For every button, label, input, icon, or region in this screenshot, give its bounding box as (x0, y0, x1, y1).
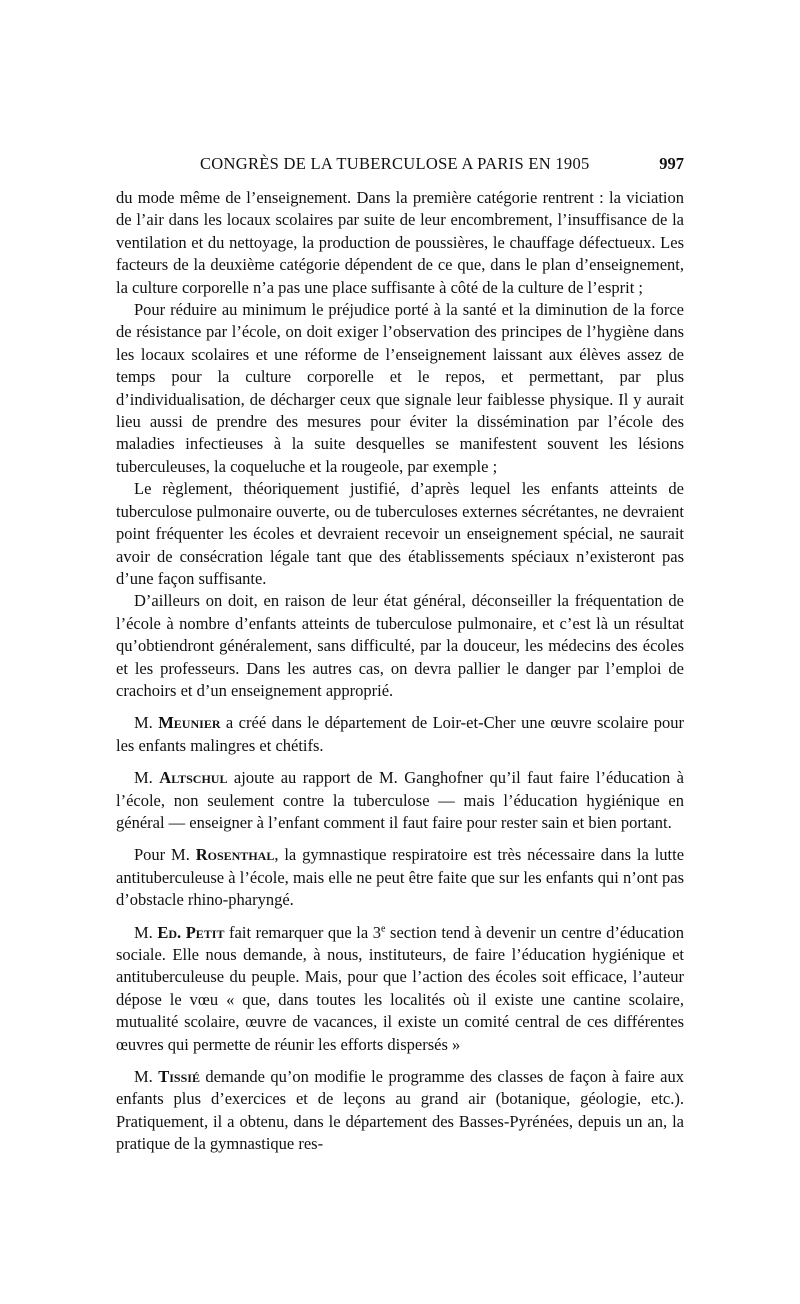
paragraph-text: section tend à devenir un centre d’éducation sociale. Elle nous demande, à nous, instituteurs, de faire l’éducation hygiénique et antituberculeuse du peuple. Mais, pour que l’action des écoles soit efficace, l’auteur dépose le vœu « que, dans toutes les localités où il existe une cantine scolaire, mutualité scolaire, œuvre de vacances, il existe un comité central de ces différentes œuvres qui permette de réunir les efforts dispersés » (116, 922, 685, 1054)
speaker-prefix: M. (134, 713, 153, 733)
speaker-name: Ed. Petit (157, 922, 225, 942)
speaker-name: Meunier (158, 713, 221, 733)
speaker-name: Altschul (159, 768, 228, 788)
paragraph-1: du mode même de l’enseignement. Dans la première catégorie rentrent : la viciation de l’air dans les locaux scolaires par suite de leur encombrement, l’insuffisance de la ventilation et du nettoyage, la production de poussières, le chauffage défectueux. Les facteurs de la deuxième catégorie dépendent de ce que, dans le plan d’enseignement, la culture corporelle n’a pas une place suffisante à côté de la culture de l’esprit ; (116, 188, 684, 297)
speaker-prefix: M. (134, 768, 153, 788)
paragraph-text: fait remarquer que la 3 (224, 922, 382, 942)
page-number: 997 (659, 154, 684, 173)
paragraph-text: a créé dans le département de Loir-et-Cher une œuvre scolaire pour les enfants malingres et chétifs. (116, 713, 684, 755)
paragraph-3: Le règlement, théoriquement justifié, d’après lequel les enfants atteints de tuberculose pulmonaire ouverte, ou de tuberculoses externes sécrétantes, ne devraient point fréquenter les écoles et devraient recevoir un enseignement spécial, ne saurait avoir de consécration légale tant que des établissements spéciaux n’existeront pas d’une façon suffisante. (116, 479, 684, 588)
paragraph-tissie (116, 1066, 684, 1156)
paragraph-text: demande qu’on modifie le programme des classes de façon à faire aux enfants plus d’exercices et de leçons au grand air (botanique, géologie, etc.). Pratiquement, il a obtenu, dans le département des Basses-Pyrénées, depuis un an, la pratique de la gymnastique res- (116, 1067, 685, 1154)
running-title: CONGRÈS DE LA TUBERCULOSE A PARIS EN 1905 (200, 154, 590, 173)
paragraph-4: D’ailleurs on doit, en raison de leur état général, déconseiller la fréquentation de l’école à nombre d’enfants atteints de tuberculose pulmonaire, et c’est là un résultat qu’obtiendront généralement, sans difficulté, par la douceur, les médecins des écoles et les professeurs. Dans les autres cas, on devra pallier le danger par l’emploi de crachoirs et d’un enseignement approprié. (116, 591, 684, 700)
page-body (116, 187, 684, 1156)
paragraph-text: ajoute au rapport de M. Ganghofner qu’il faut faire l’éducation à l’école, non seulement contre la tuberculose — mais l’éducation hygiénique en général — enseigner à l’enfant comment il faut faire pour rester sain et bien portant. (116, 768, 684, 832)
speaker-prefix: Pour M. (134, 845, 190, 865)
ordinal-superscript: e (381, 923, 386, 935)
speaker-prefix: M. (134, 922, 153, 942)
paragraph-text: , la gymnastique respiratoire est très nécessaire dans la lutte antituberculeuse à l’école, mais elle ne peut être faite que sur les enfants qui n’ont pas d’obstacle rhino-pharyngé. (116, 845, 685, 910)
speaker-name: Tissié (158, 1067, 200, 1087)
paragraph-altschul (116, 767, 684, 834)
speaker-name: Rosenthal (195, 845, 275, 865)
paragraph-petit (116, 922, 684, 1056)
paragraph-meunier (116, 712, 684, 757)
paragraph-rosenthal (116, 844, 684, 911)
running-header (116, 154, 684, 180)
speaker-prefix: M. (134, 1067, 153, 1087)
paragraph-2: Pour réduire au minimum le préjudice porté à la santé et la diminution de la force de résistance par l’école, on doit exiger l’observation des principes de l’hygiène dans les locaux scolaires et une réforme de l’enseignement laissant aux élèves assez de temps pour la culture corporelle et le repos, et permettant, par plus d’individualisation, de décharger ceux que signale leur faiblesse physique. Il y aurait lieu aussi de prendre des mesures pour éviter la dissémination par l’école des maladies infectieuses à la suite desquelles se manifestent souvent les lésions tuberculeuses, la coqueluche et la rougeole, par exemple ; (116, 300, 684, 476)
